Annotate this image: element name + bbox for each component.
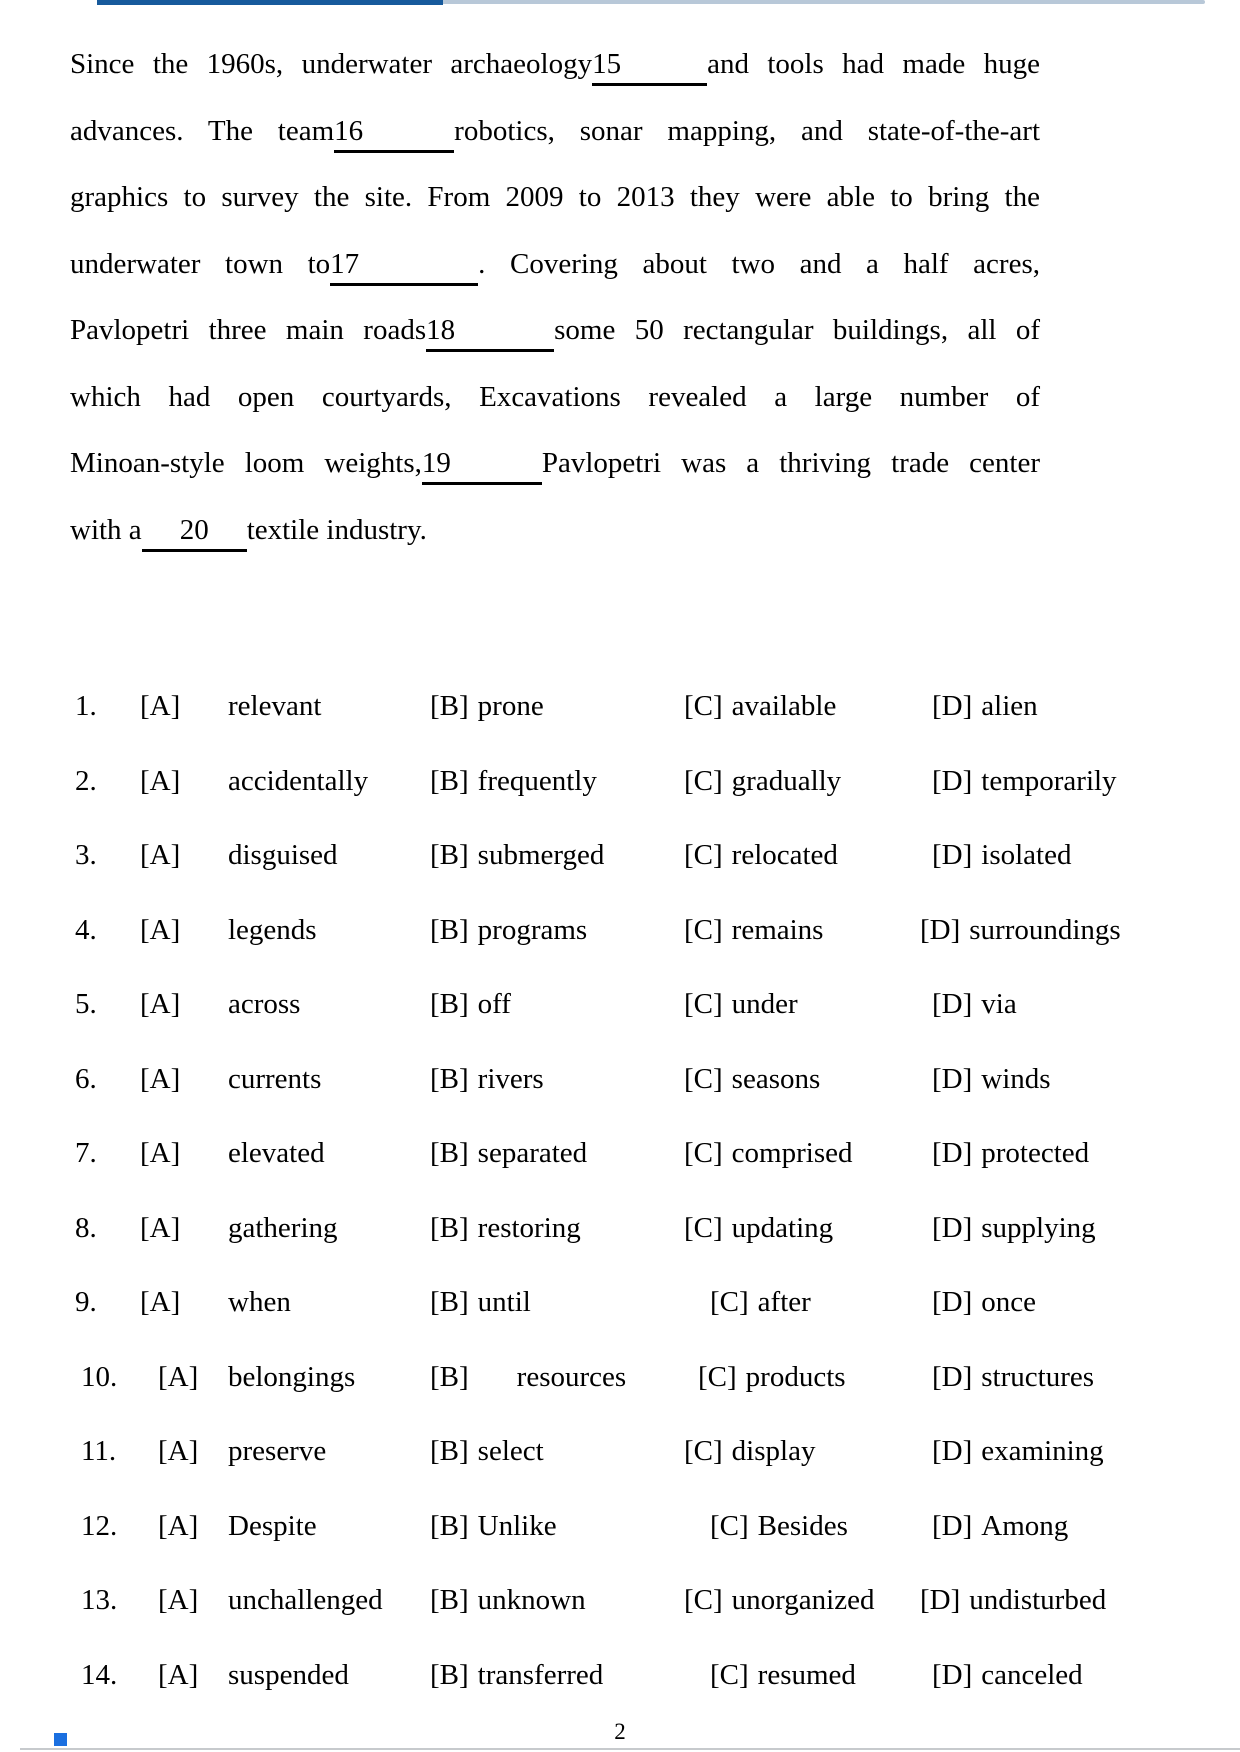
- option-d: [932, 1116, 1240, 1191]
- option-d-text: Among: [981, 1509, 1069, 1542]
- option-a-bracket: [A]: [140, 1062, 181, 1095]
- option-c-text: Besides: [757, 1509, 848, 1542]
- option-c-bracket: [C]: [684, 690, 723, 722]
- passage-text: which had open courtyards, Excavations revealed a large number of: [70, 380, 1040, 413]
- option-c-text: remains: [731, 913, 824, 946]
- option-c-bracket: [C]: [710, 1286, 749, 1318]
- option-c: [684, 1116, 932, 1191]
- option-a-bracket: [A]: [158, 1435, 199, 1467]
- option-d-text: temporarily: [981, 764, 1117, 797]
- option-b-text: prone: [477, 690, 544, 722]
- cloze-blank: [334, 113, 454, 153]
- option-d-bracket: [D]: [932, 690, 973, 722]
- option-c: [684, 1191, 932, 1266]
- option-d-bracket: [D]: [932, 1435, 973, 1467]
- passage: [70, 31, 1040, 563]
- option-d: [932, 1489, 1240, 1564]
- option-c-text: gradually: [731, 764, 842, 797]
- option-b: [430, 818, 684, 893]
- option-c: [684, 669, 932, 744]
- question-number: 3.: [75, 839, 97, 871]
- option-a-bracket: [A]: [140, 1286, 181, 1318]
- option-a-text: gathering: [228, 1211, 338, 1244]
- passage-text: graphics to survey the site. From 2009 to 2013 they were able to bring the: [70, 181, 1040, 213]
- option-c: [684, 818, 932, 893]
- passage-line: [70, 297, 1040, 364]
- question-number: 4.: [75, 913, 97, 946]
- option-b: [430, 1340, 684, 1415]
- option-b-text: until: [477, 1286, 531, 1318]
- option-a-text: accidentally: [228, 764, 369, 797]
- option-b-bracket: [B]: [430, 839, 469, 871]
- option-b-text: restoring: [477, 1211, 581, 1244]
- option-b: [430, 893, 684, 968]
- option-d: [932, 1191, 1240, 1266]
- option-d-bracket: [D]: [932, 764, 973, 797]
- passage-text: robotics, sonar mapping, and state-of-the-art: [454, 114, 1040, 147]
- passage-text: and tools had made huge: [707, 48, 1040, 80]
- option-b-bracket: [B]: [430, 1286, 469, 1318]
- option-a-bracket: [A]: [140, 1137, 181, 1169]
- passage-line: [70, 430, 1040, 497]
- option-c: [684, 1414, 932, 1489]
- cloze-blank: [142, 512, 247, 552]
- option-d-text: once: [981, 1286, 1037, 1318]
- option-a-text: across: [228, 988, 301, 1020]
- option-d-bracket: [D]: [932, 1286, 973, 1318]
- cloze-blank-number: 16: [334, 114, 364, 147]
- option-b: [430, 1638, 684, 1713]
- option-d-bracket: [D]: [932, 988, 973, 1020]
- option-c-bracket: [C]: [684, 988, 723, 1020]
- option-a-text: when: [228, 1286, 291, 1318]
- option-a-bracket: [A]: [140, 988, 181, 1020]
- option-b: [430, 1489, 684, 1564]
- option-b-text: unknown: [477, 1584, 586, 1616]
- option-b-bracket: [B]: [430, 1211, 469, 1244]
- top-bar-dark: [97, 0, 443, 5]
- option-c-text: display: [731, 1435, 816, 1467]
- option-d-bracket: [D]: [920, 1584, 961, 1616]
- option-b-text: transferred: [477, 1658, 604, 1691]
- question-number: 14.: [81, 1658, 118, 1691]
- option-a-text: unchallenged: [228, 1584, 383, 1616]
- option-c-bracket: [C]: [710, 1509, 749, 1542]
- option-b-bracket: [B]: [430, 1062, 469, 1095]
- question-row: [0, 1638, 1240, 1713]
- option-b-text: Unlike: [477, 1509, 557, 1542]
- option-a-text: suspended: [228, 1658, 349, 1691]
- passage-line: [70, 98, 1040, 165]
- option-a-bracket: [A]: [140, 1211, 181, 1244]
- question-number: 11.: [81, 1435, 117, 1467]
- option-c: [684, 1042, 932, 1117]
- option-b-bracket: [B]: [430, 1658, 469, 1691]
- option-c-text: unorganized: [731, 1584, 875, 1616]
- option-d: [932, 669, 1240, 744]
- option-a-bracket: [A]: [140, 913, 181, 946]
- option-d-bracket: [D]: [920, 913, 961, 946]
- option-d: [932, 967, 1240, 1042]
- option-b: [430, 744, 684, 819]
- option-c: [710, 1489, 932, 1564]
- option-a-bracket: [A]: [140, 690, 181, 722]
- question-row: [0, 1042, 1240, 1117]
- option-d-bracket: [D]: [932, 1137, 973, 1169]
- option-c-bracket: [C]: [698, 1360, 737, 1393]
- option-d: [920, 893, 1240, 968]
- option-a-text: elevated: [228, 1137, 325, 1169]
- question-number: 13.: [81, 1584, 118, 1616]
- cloze-blank: [422, 445, 542, 485]
- passage-line: [70, 497, 1040, 564]
- question-number: 1.: [75, 690, 97, 722]
- option-d: [932, 1265, 1240, 1340]
- option-b-text: separated: [477, 1137, 588, 1169]
- option-b: [430, 1191, 684, 1266]
- option-c-text: seasons: [731, 1062, 821, 1095]
- option-c-text: products: [745, 1360, 846, 1393]
- option-d-text: supplying: [981, 1211, 1096, 1244]
- option-b-text: submerged: [477, 839, 605, 871]
- cloze-blank: [426, 312, 554, 352]
- option-c-bracket: [C]: [684, 839, 723, 871]
- option-d-text: surroundings: [969, 913, 1121, 946]
- footer-marker: [54, 1733, 67, 1746]
- option-c-text: after: [757, 1286, 811, 1318]
- option-c: [684, 1563, 932, 1638]
- option-a-text: currents: [228, 1062, 322, 1095]
- option-d-bracket: [D]: [932, 1360, 973, 1393]
- option-b-text: resources: [516, 1360, 627, 1393]
- option-c-text: relocated: [731, 839, 838, 871]
- option-d: [932, 1042, 1240, 1117]
- option-c-text: resumed: [757, 1658, 856, 1691]
- option-b: [430, 1042, 684, 1117]
- question-row: [0, 1340, 1240, 1415]
- option-b: [430, 1265, 684, 1340]
- page-number: 2: [614, 1719, 626, 1744]
- question-row: [0, 744, 1240, 819]
- cloze-blank-number: 19: [421, 447, 451, 479]
- option-d-bracket: [D]: [932, 1211, 973, 1244]
- option-d: [932, 1340, 1240, 1415]
- option-a-text: preserve: [228, 1435, 327, 1467]
- option-b-bracket: [B]: [430, 1137, 469, 1169]
- option-d-text: examining: [981, 1435, 1104, 1467]
- option-d: [920, 1563, 1240, 1638]
- question-row: [0, 1563, 1240, 1638]
- option-d-text: isolated: [981, 839, 1072, 871]
- passage-text: with a: [70, 513, 142, 546]
- passage-text: . Covering about two and a half acres,: [478, 247, 1040, 280]
- option-b-text: rivers: [477, 1062, 544, 1095]
- option-d-bracket: [D]: [932, 1658, 973, 1691]
- question-row: [0, 893, 1240, 968]
- option-c-bracket: [C]: [684, 913, 723, 946]
- cloze-blank-number: 15: [592, 48, 622, 80]
- passage-text: advances. The team: [70, 114, 335, 147]
- option-b: [430, 1563, 684, 1638]
- option-b-bracket: [B]: [430, 1360, 469, 1393]
- option-d-bracket: [D]: [932, 1062, 973, 1095]
- question-row: [0, 669, 1240, 744]
- option-c-text: comprised: [731, 1137, 853, 1169]
- option-a-text: legends: [228, 913, 317, 946]
- option-b-bracket: [B]: [430, 1509, 469, 1542]
- option-c-text: updating: [731, 1211, 834, 1244]
- cloze-blank-number: 20: [179, 513, 209, 546]
- question-number: 9.: [75, 1286, 97, 1318]
- question-number: 6.: [75, 1062, 97, 1095]
- option-b-bracket: [B]: [430, 764, 469, 797]
- passage-text: Minoan-style loom weights,: [70, 447, 422, 479]
- option-b-bracket: [B]: [430, 1435, 469, 1467]
- option-a-text: Despite: [228, 1509, 317, 1542]
- question-number: 7.: [75, 1137, 97, 1169]
- question-row: [0, 1265, 1240, 1340]
- passage-text: some 50 rectangular buildings, all of: [554, 314, 1040, 346]
- top-bar-light: [443, 0, 1205, 4]
- question-list: [0, 669, 1240, 1712]
- option-d: [932, 1414, 1240, 1489]
- option-b: [430, 1414, 684, 1489]
- option-b-bracket: [B]: [430, 690, 469, 722]
- option-c-bracket: [C]: [684, 1435, 723, 1467]
- passage-line: [70, 364, 1040, 431]
- option-b-text: programs: [477, 913, 588, 946]
- passage-line: [70, 164, 1040, 231]
- option-c-bracket: [C]: [684, 1137, 723, 1169]
- passage-text: Pavlopetri three main roads: [70, 314, 427, 346]
- question-number: 12.: [81, 1509, 118, 1542]
- option-a-bracket: [A]: [158, 1658, 199, 1691]
- option-a-bracket: [A]: [140, 839, 181, 871]
- cloze-blank: [592, 46, 707, 86]
- option-b-bracket: [B]: [430, 988, 469, 1020]
- option-d-text: winds: [981, 1062, 1051, 1095]
- option-c-bracket: [C]: [684, 1211, 723, 1244]
- option-c-bracket: [C]: [684, 1584, 723, 1616]
- passage-text: Since the 1960s, underwater archaeology: [70, 48, 593, 80]
- question-number: 5.: [75, 988, 97, 1020]
- question-row: [0, 818, 1240, 893]
- option-d-text: canceled: [981, 1658, 1083, 1691]
- option-c: [710, 1638, 932, 1713]
- question-row: [0, 967, 1240, 1042]
- question-number: 10.: [81, 1360, 118, 1393]
- question-row: [0, 1414, 1240, 1489]
- option-c-bracket: [C]: [684, 1062, 723, 1095]
- option-d-text: protected: [981, 1137, 1090, 1169]
- option-a-bracket: [A]: [158, 1584, 199, 1616]
- option-d-text: via: [981, 988, 1017, 1020]
- option-b-text: off: [477, 988, 511, 1020]
- passage-line: [70, 31, 1040, 98]
- option-b-text: frequently: [477, 764, 597, 797]
- question-row: [0, 1116, 1240, 1191]
- passage-text: Pavlopetri was a thriving trade center: [541, 447, 1040, 479]
- option-d: [932, 1638, 1240, 1713]
- option-c: [698, 1340, 932, 1415]
- question-row: [0, 1489, 1240, 1564]
- option-d: [932, 744, 1240, 819]
- option-a-bracket: [A]: [140, 764, 181, 797]
- option-d-text: structures: [981, 1360, 1095, 1393]
- option-b-bracket: [B]: [430, 1584, 469, 1616]
- option-d: [932, 818, 1240, 893]
- option-c: [684, 744, 932, 819]
- cloze-blank-number: 17: [330, 247, 360, 280]
- cloze-blank: [330, 246, 478, 286]
- option-b: [430, 1116, 684, 1191]
- option-a-bracket: [A]: [158, 1509, 199, 1542]
- option-d-bracket: [D]: [932, 1509, 973, 1542]
- option-c: [710, 1265, 932, 1340]
- option-b-text: select: [477, 1435, 544, 1467]
- option-d-text: undisturbed: [969, 1584, 1107, 1616]
- option-a-bracket: [A]: [158, 1360, 199, 1393]
- passage-text: textile industry.: [246, 513, 427, 546]
- option-b-bracket: [B]: [430, 913, 469, 946]
- option-d-bracket: [D]: [932, 839, 973, 871]
- option-c-text: available: [731, 690, 837, 722]
- option-c: [684, 893, 932, 968]
- option-c: [684, 967, 932, 1042]
- passage-text: underwater town to: [70, 247, 331, 280]
- option-c-text: under: [731, 988, 798, 1020]
- option-a-text: disguised: [228, 839, 338, 871]
- cloze-blank-number: 18: [426, 314, 456, 346]
- option-d-text: alien: [981, 690, 1038, 722]
- option-a-text: relevant: [228, 690, 322, 722]
- option-c-bracket: [C]: [710, 1658, 749, 1691]
- option-a-text: belongings: [228, 1360, 356, 1393]
- question-number: 8.: [75, 1211, 97, 1244]
- passage-line: [70, 231, 1040, 298]
- option-c-bracket: [C]: [684, 764, 723, 797]
- option-b: [430, 669, 684, 744]
- question-row: [0, 1191, 1240, 1266]
- footer-rule: [20, 1748, 1240, 1750]
- question-number: 2.: [75, 764, 97, 797]
- option-b: [430, 967, 684, 1042]
